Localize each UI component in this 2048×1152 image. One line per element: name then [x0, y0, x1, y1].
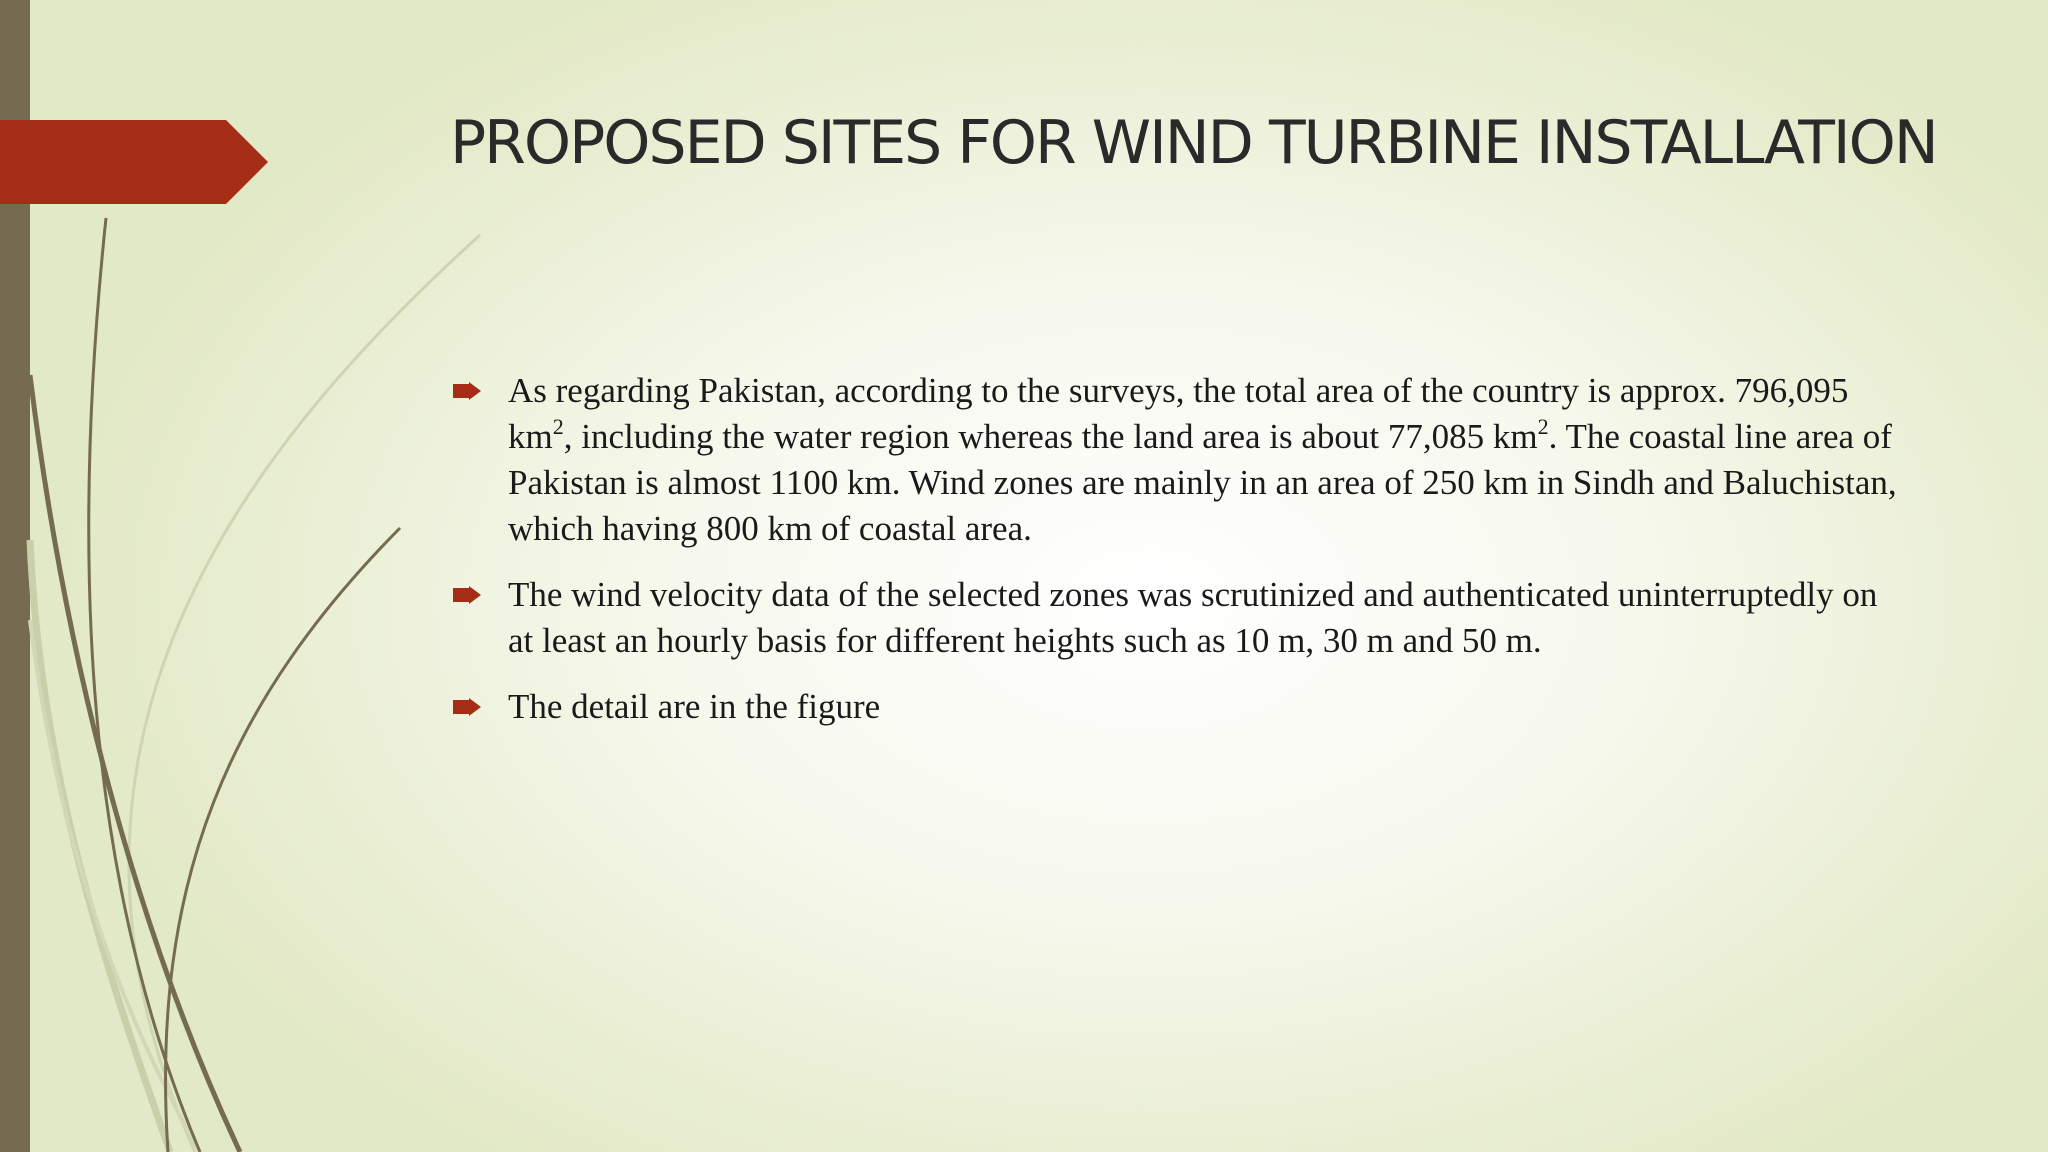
bullet-item [450, 572, 1900, 664]
bullet-list [450, 368, 1900, 750]
bullet-item [450, 684, 1900, 730]
title-accent-arrow [0, 120, 268, 204]
pale-curve-2 [30, 540, 170, 1152]
pale-curve-3 [30, 620, 200, 1152]
slide-title: PROPOSED SITES FOR WIND TURBINE INSTALLATION [450, 108, 1937, 178]
right-arrow-icon [453, 382, 481, 400]
right-arrow-icon [453, 698, 481, 716]
dark-curve-2 [30, 375, 240, 1152]
bullet-text: The wind velocity data of the selected zones was scrutinized and authenticated uninterruptedly on at least an hourly basis for different heights such as 10 m, 30 m and 50 m. [508, 575, 1878, 660]
bullet-item [450, 368, 1900, 552]
right-arrow-icon [453, 586, 481, 604]
bullet-text: The detail are in the figure [508, 687, 881, 726]
bullet-text: As regarding Pakistan, according to the surveys, the total area of the country is approx. 796,095 $km^2$, including the water region whereas the land area is about 77,085 $km^2$. The coastal line area of Pakistan is almost 1100 km. Wind zones are mainly in an area of 250 km in Sindh and Baluchistan, which having 800 km of coastal area. [508, 371, 1897, 548]
